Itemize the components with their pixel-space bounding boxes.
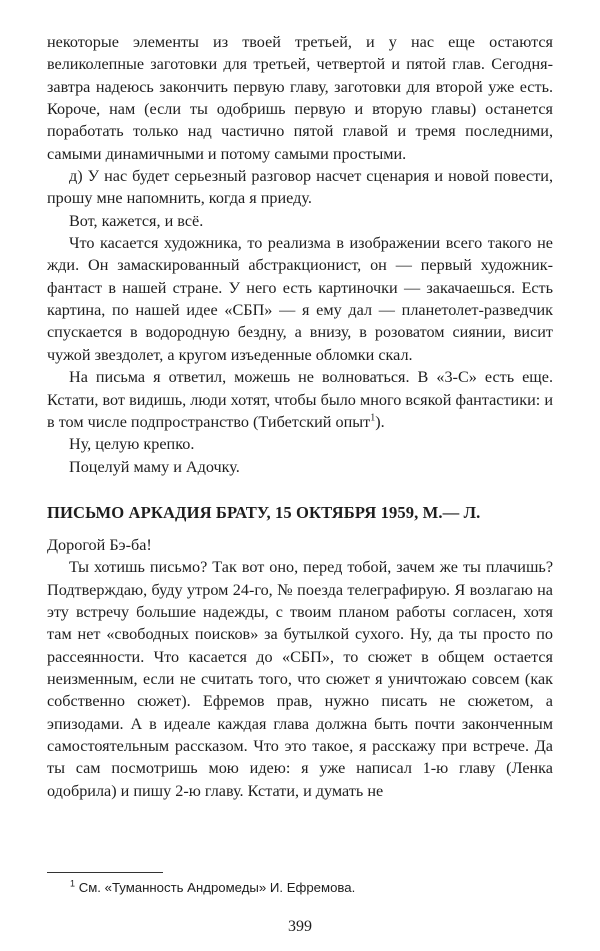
- paragraph: Поцелуй маму и Адочку.: [69, 457, 240, 476]
- paragraph: д) У нас будет серьезный разговор насчет сценария и новой повести, прошу мне напомнить, когда я приеду.: [47, 167, 553, 208]
- paragraph: Вот, кажется, и всё.: [69, 211, 204, 230]
- paragraph: Что касается художника, то реализма в изображении всего такого не жди. Он замаскированный абстракционист, он — первый художник-фантаст в нашей стране. У него есть картиночки — закачаешься. Есть картина, по нашей идее «СБП» — я ему дал — планетолет-разведчик спускается в водородную бездну, а внизу, в розоватом сиянии, висит чужой звездолет, а кругом изъеденные обломки скал.: [47, 234, 553, 364]
- letter-greeting: Дорогой Бэ-ба!: [47, 535, 152, 554]
- paragraph: некоторые элементы из твоей третьей, и у нас еще остаются великолепные заготовки для третьей, четвертой и пятой глав. Сегодня-завтра надеюсь закончить первую главу, заготовки для второй уже есть. Короче, нам (если ты одобришь первую и вторую главы) останется поработать только над частично пятой главой и тремя последними, самыми динамичными и потому самыми простыми.: [47, 33, 553, 163]
- page-number: 399: [288, 918, 312, 935]
- footnote-marker: 1: [70, 878, 76, 889]
- footnote-text: См. «Туманность Андромеды» И. Ефремова.: [78, 880, 356, 895]
- paragraph-with-footnote: [47, 366, 553, 433]
- paragraph: Ну, целую крепко.: [69, 435, 195, 454]
- paragraph-text-tail: ).: [375, 412, 385, 431]
- footnote: [70, 879, 355, 897]
- footnote-divider: [47, 872, 163, 873]
- paragraph-text: На письма я ответил, можешь не волноваться. В «3-С» есть еще. Кстати, вот видишь, люди хотят, чтобы было много всякой фантастики: и в том числе подпространство (Тибетский опыт: [47, 368, 553, 431]
- letter-title: ПИСЬМО АРКАДИЯ БРАТУ, 15 ОКТЯБРЯ 1959, М.— Л.: [47, 502, 481, 522]
- footnote-reference[interactable]: 1: [370, 412, 376, 424]
- letter-body: Ты хотишь письмо? Так вот оно, перед тобой, зачем же ты плачишь? Подтверждаю, буду утром 24-го, № поезда телеграфирую. Я возлагаю на эту встречу большие надежды, с твоим планом работы согласен, хотя там нет «свободных поисков» за бутылкой сухого. Ну, да ты просто по рассеянности. Что касается до «СБП», то сюжет в общем остается неизменным, если не считать того, что сюжет я уничтожаю совсем (как собственно сюжет). Ефремов прав, нужно писать не сюжетом, а эпизодами. А в идеале каждая глава должна быть почти законченным самостоятельным рассказом. Что это такое, я расскажу при встрече. Да ты сам посмотришь мою идею: я уже написал 1-ю главу (Ленка одобрила) и пишу 2-ю главу. Кстати, и думать не: [47, 558, 553, 800]
- page-body: [47, 31, 553, 802]
